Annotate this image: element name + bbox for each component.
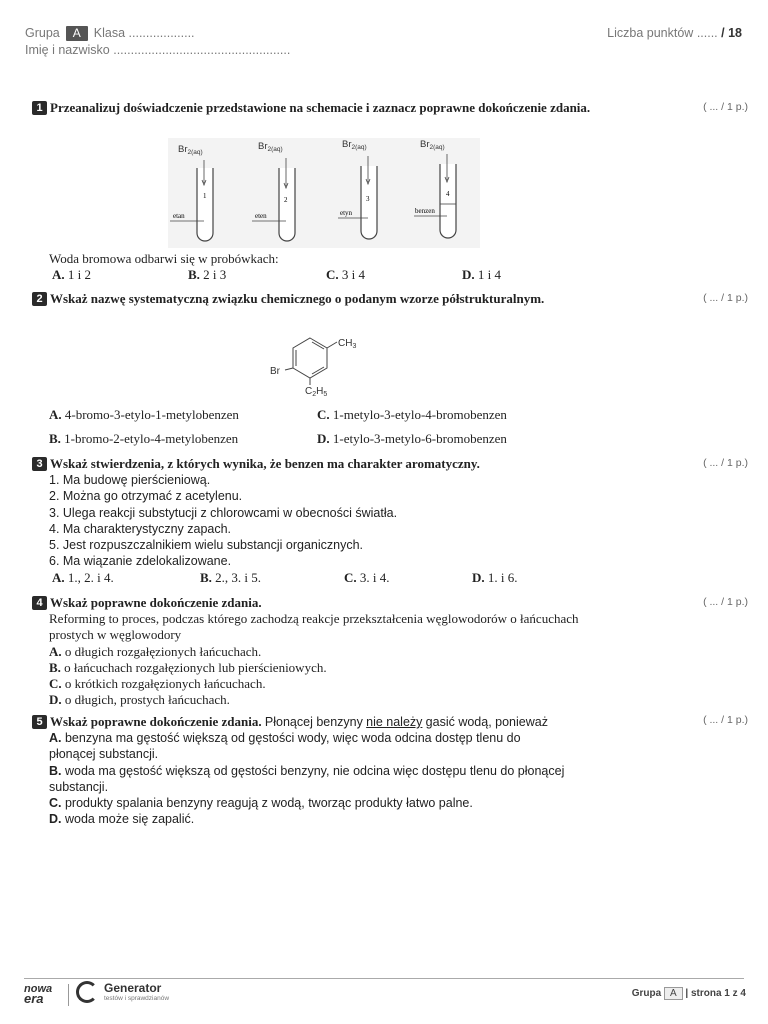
- question-number: 5: [32, 715, 47, 729]
- class-label: Klasa: [93, 26, 126, 40]
- option-c[interactable]: C. produkty spalania benzyny reagują z wodą, tworząc produkty łatwo palne.: [49, 796, 473, 811]
- question-4: [32, 595, 592, 708]
- svg-text:etyn: etyn: [340, 209, 353, 217]
- option-c[interactable]: C. 1-metylo-3-etylo-4-bromobenzen: [317, 407, 507, 422]
- svg-text:Br: Br: [270, 366, 280, 377]
- points-dots: ......: [696, 26, 718, 40]
- question-2-points: ( ... / 1 p.): [703, 292, 748, 304]
- footer-logo-divider: [68, 984, 69, 1006]
- option-b[interactable]: B. 2 i 3: [188, 267, 227, 282]
- option-a[interactable]: A. benzyna ma gęstość większą od gęstości wody, więc woda odcina dostęp tlenu do płonącej substancji.: [49, 731, 521, 762]
- header-name-line: [25, 43, 290, 57]
- name-label: Imię i nazwisko: [25, 43, 110, 57]
- svg-text:CH3: $CH_3$: [338, 338, 357, 350]
- class-dots: ...................: [128, 26, 195, 40]
- svg-text:1: 1: [203, 192, 207, 200]
- group-label: Grupa: [25, 26, 60, 40]
- option-b[interactable]: B. o łańcuchach rozgałęzionych lub pierścieniowych.: [49, 659, 327, 675]
- statement: 4. Ma charakterystyczny zapach.: [49, 521, 232, 536]
- diagram-background: [168, 138, 480, 248]
- svg-text:eten: eten: [255, 212, 267, 220]
- svg-text:Br2(aq): $Br_{2(aq)}$: [420, 139, 445, 151]
- option-d[interactable]: D. o długich, prostych łańcuchach.: [49, 692, 230, 708]
- question-text: Wskaż poprawne dokończenie zdania.: [50, 595, 262, 610]
- question-5-stem-b: gasić wodą, ponieważ: [425, 715, 548, 729]
- option-d[interactable]: D. 1 i 4: [462, 267, 502, 282]
- footer-group-badge: A: [664, 987, 683, 1000]
- question-1-stem: Woda bromowa odbarwi się w probówkach:: [49, 251, 279, 266]
- question-1-points: ( ... / 1 p.): [703, 101, 748, 113]
- statement: 1. Ma budowę pierścieniową.: [49, 473, 211, 488]
- option-c[interactable]: C. o krótkich rozgałęzionych łańcuchach.: [49, 676, 266, 692]
- svg-text:Br2(aq): $Br_{2(aq)}$: [258, 141, 283, 153]
- option-a[interactable]: A. 1 i 2: [52, 267, 92, 282]
- footer-divider: [24, 978, 744, 979]
- question-5-stem-underlined: nie należy: [366, 715, 423, 729]
- group-badge: A: [66, 26, 88, 41]
- option-d[interactable]: D. woda może się zapalić.: [49, 812, 195, 827]
- svg-text:Br2(aq): $Br_{2(aq)}$: [342, 139, 367, 151]
- question-1: [32, 100, 592, 116]
- statement-list: [32, 472, 592, 569]
- svg-text:2: 2: [284, 196, 288, 204]
- option-b[interactable]: B. 2., 3. i 5.: [200, 570, 262, 585]
- footer-page-info: Grupa A | strona 1 z 4: [631, 988, 746, 999]
- statement: 3. Ulega reakcji substytucji z chlorowcami w obecności światła.: [49, 505, 398, 520]
- svg-text:Br2(aq): $Br_{2(aq)}$: [178, 144, 203, 156]
- question-number: 2: [32, 292, 47, 306]
- svg-text:4: 4: [446, 190, 450, 198]
- question-number: 4: [32, 596, 47, 610]
- question-5-stem-a: Płonącej benzyny: [264, 715, 363, 729]
- statement: 5. Jest rozpuszczalnikiem wielu substancji organicznych.: [49, 538, 364, 553]
- question-4-stem: Reforming to proces, podczas którego zachodzą reakcje przekształcenia węglowodorów o łańcuchach prostych w węglowodory: [49, 611, 579, 643]
- points-label: Liczba punktów: [607, 26, 694, 40]
- question-5-points: ( ... / 1 p.): [703, 714, 748, 726]
- option-b[interactable]: B. woda ma gęstość większą od gęstości benzyny, nie odcina więc dostępu tlenu do płonącej substancji.: [49, 763, 565, 794]
- option-d[interactable]: D. 1. i 6.: [472, 570, 518, 585]
- question-text: Wskaż poprawne dokończenie zdania.: [50, 714, 262, 729]
- option-b[interactable]: B. 1-bromo-2-etylo-4-metylobenzen: [49, 431, 239, 446]
- svg-text:etan: etan: [173, 212, 185, 220]
- question-5: [32, 714, 592, 827]
- question-2: [32, 291, 592, 307]
- option-c[interactable]: C. 3 i 4: [326, 267, 366, 282]
- question-text: Wskaż stwierdzenia, z których wynika, że benzen ma charakter aromatyczny.: [50, 456, 480, 471]
- svg-text:benzen: benzen: [415, 207, 435, 215]
- option-c[interactable]: C. 3. i 4.: [344, 570, 390, 585]
- statement: 2. Można go otrzymać z acetylenu.: [49, 489, 243, 504]
- svg-text:C2H5: $C_2H_5$: [305, 386, 328, 398]
- option-a[interactable]: A. o długich rozgałęzionych łańcuchach.: [49, 643, 262, 659]
- option-a[interactable]: A. 4-bromo-3-etylo-1-metylobenzen: [49, 407, 239, 422]
- generator-logo: Generator testów i sprawdzianów: [104, 981, 170, 1002]
- option-d[interactable]: D. 1-etylo-3-metylo-6-bromobenzen: [317, 431, 507, 446]
- benzene-structure: [265, 330, 375, 400]
- header-points: [607, 26, 742, 40]
- svg-text:3: 3: [366, 195, 370, 203]
- generator-logo-icon: [76, 981, 98, 1003]
- question-number: 3: [32, 457, 47, 471]
- name-dots: ...................................................: [113, 43, 291, 57]
- header-group-line: [25, 26, 195, 41]
- statement: 6. Ma wiązanie zdelokalizowane.: [49, 554, 232, 569]
- question-number: 1: [32, 101, 47, 115]
- option-a[interactable]: A. 1., 2. i 4.: [52, 570, 114, 585]
- points-total: / 18: [721, 26, 742, 40]
- question-3-points: ( ... / 1 p.): [703, 457, 748, 469]
- question-text: Wskaż nazwę systematyczną związku chemicznego o podanym wzorze półstrukturalnym.: [50, 291, 545, 306]
- question-text: Przeanalizuj doświadczenie przedstawione na schemacie i zaznacz poprawne dokończenie zdania.: [50, 100, 591, 115]
- page-number: | strona 1 z 4: [685, 988, 746, 999]
- question-3: [32, 456, 592, 569]
- test-tubes-diagram: [160, 138, 490, 250]
- nowa-era-logo: nowa era: [24, 983, 53, 1006]
- question-4-points: ( ... / 1 p.): [703, 596, 748, 608]
